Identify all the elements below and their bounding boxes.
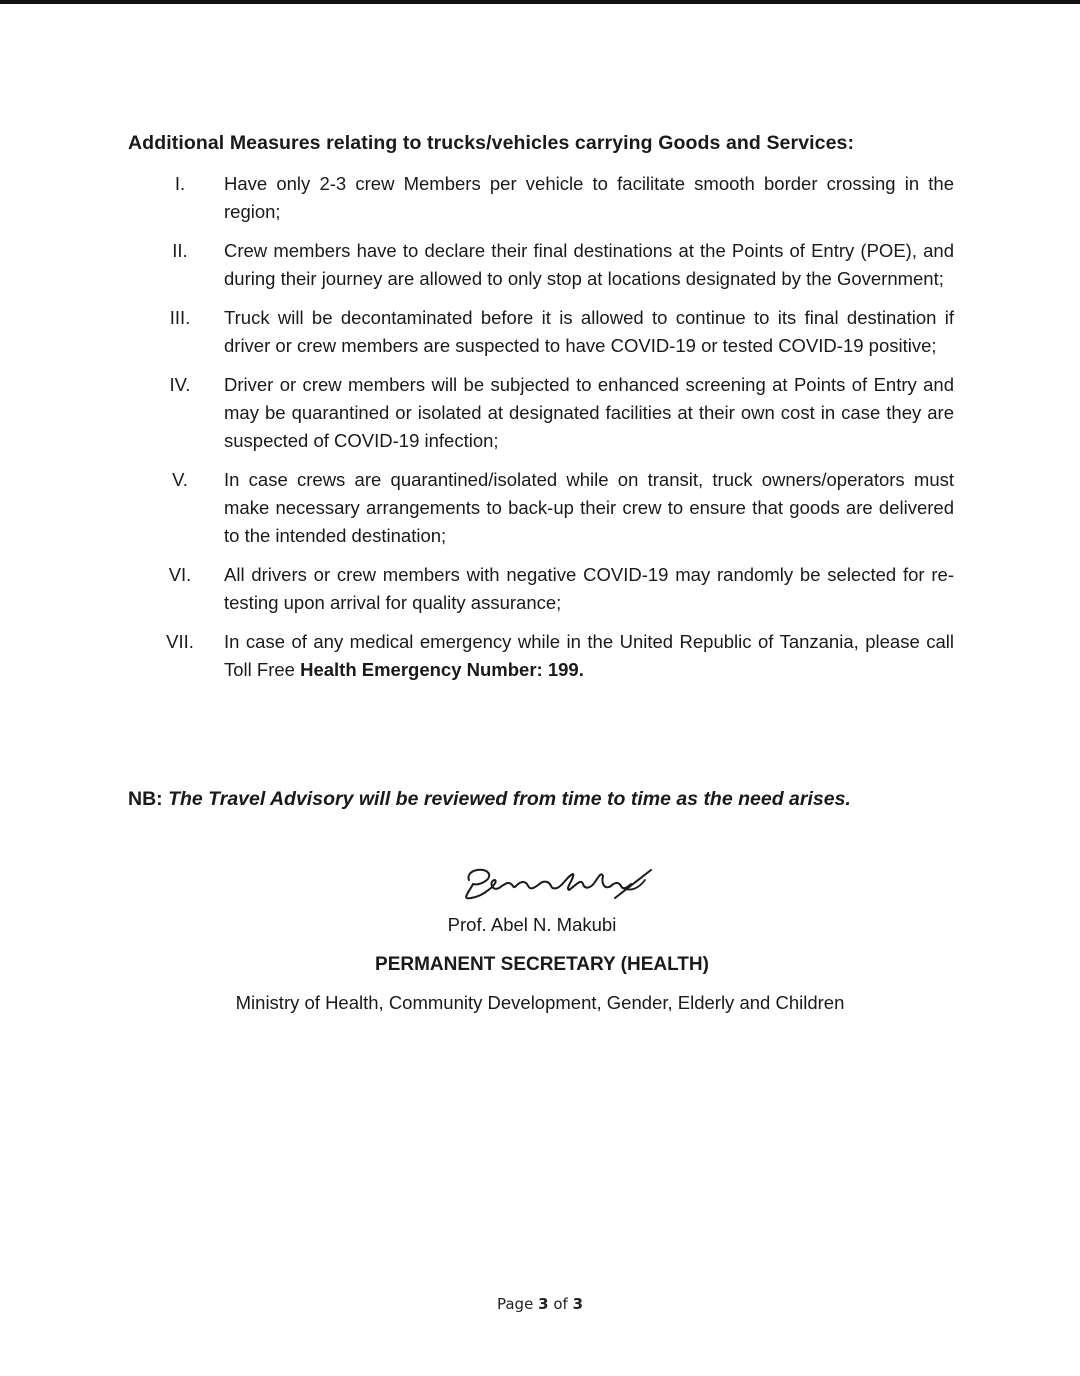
item-numeral: IV. <box>169 374 191 395</box>
item-numeral: I. <box>174 173 186 194</box>
top-border <box>0 0 1080 4</box>
page-word: Page <box>496 1295 534 1313</box>
list-item <box>0 561 1080 617</box>
item-numeral: III. <box>169 307 191 328</box>
item-text: Have only 2-3 crew Members per vehicle to facilitate smooth border crossing in the region; <box>224 173 954 222</box>
handwritten-signature <box>455 858 695 913</box>
item-text-plain: In case of any medical emergency while in the United Republic of Tanzania, please call Toll Free <box>224 631 954 680</box>
list-item <box>0 628 1080 684</box>
item-numeral: VI. <box>168 564 192 585</box>
list-item <box>0 466 1080 550</box>
list-item <box>0 304 1080 360</box>
current-page: 3 <box>538 1295 549 1313</box>
item-numeral: VII. <box>166 631 194 652</box>
item-numeral: V. <box>172 469 188 490</box>
page-number <box>0 1295 1080 1313</box>
list-item <box>0 170 1080 226</box>
note-label: NB: <box>128 788 163 810</box>
item-text: Crew members have to declare their final destinations at the Points of Entry (POE), and during their journey are allowed to only stop at locations designated by the Government; <box>224 240 954 289</box>
total-pages: 3 <box>572 1295 583 1313</box>
item-numeral: II. <box>172 240 188 261</box>
emergency-number: Health Emergency Number: 199. <box>300 659 584 680</box>
list-item <box>0 371 1080 455</box>
signer-organization: Ministry of Health, Community Development, Gender, Elderly and Children <box>235 992 845 1013</box>
list-item <box>0 237 1080 293</box>
item-text <box>224 628 954 684</box>
of-word: of <box>553 1295 568 1313</box>
signer-title: PERMANENT SECRETARY (HEALTH) <box>375 954 709 975</box>
item-text: Truck will be decontaminated before it is allowed to continue to its final destination if driver or crew members are suspected to have COVID-19 or tested COVID-19 positive; <box>224 307 954 356</box>
signer-name: Prof. Abel N. Makubi <box>447 914 617 935</box>
item-text: Driver or crew members will be subjected to enhanced screening at Points of Entry and may be quarantined or isolated at designated facilities at their own cost in case they are suspected of COVID-19 infection; <box>224 374 954 451</box>
section-heading: Additional Measures relating to trucks/vehicles carrying Goods and Services: <box>128 132 855 154</box>
note <box>128 788 851 811</box>
item-text: All drivers or crew members with negative COVID-19 may randomly be selected for re-testing upon arrival for quality assurance; <box>224 564 954 613</box>
measures-list <box>0 170 1080 695</box>
note-text: The Travel Advisory will be reviewed from time to time as the need arises. <box>168 788 851 810</box>
item-text: In case crews are quarantined/isolated while on transit, truck owners/operators must make necessary arrangements to back-up their crew to ensure that goods are delivered to the intended destination; <box>224 469 954 546</box>
